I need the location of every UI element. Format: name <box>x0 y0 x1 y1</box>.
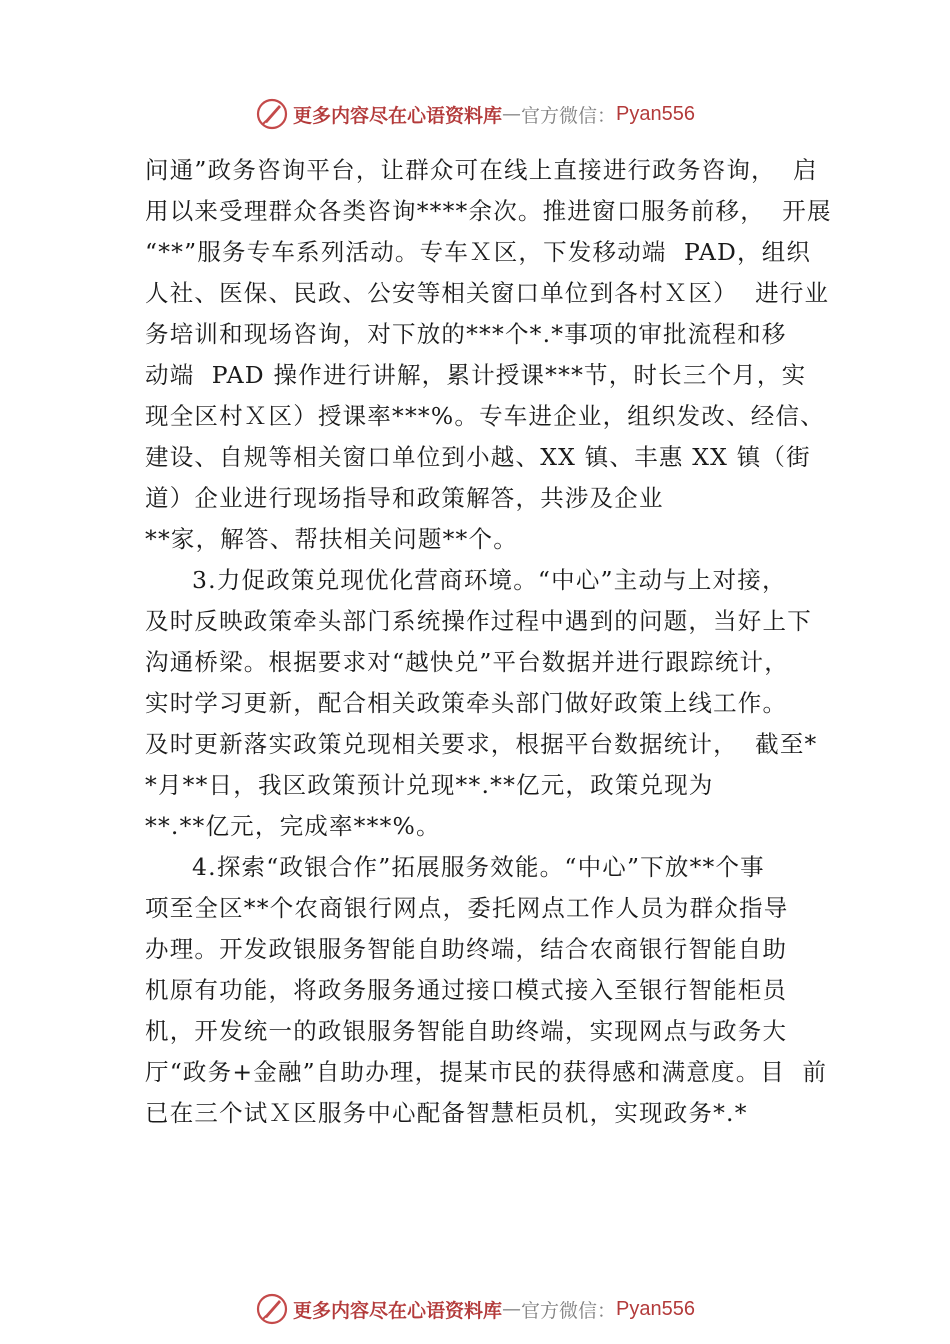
banner-separator: — <box>502 1298 522 1320</box>
body-line: 问通”政务咨询平台，让群众可在线上直接进行政务咨询， 启 <box>145 156 818 184</box>
body-line: 沟通桥梁。根据要求对“越快兑”平台数据并进行跟踪统计， <box>145 648 789 676</box>
body-line: 及时反映政策牵头部门系统操作过程中遇到的问题，当好上下 <box>145 607 812 635</box>
quill-logo-icon <box>255 1292 289 1326</box>
body-line: 务培训和现场咨询，对下放的***个*.*事项的审批流程和移 <box>145 320 787 348</box>
header-banner <box>0 94 950 134</box>
body-line: “**”服务专车系列活动。专车Ｘ区，下发移动端 PAD，组织 <box>145 238 812 266</box>
body-line: 机，开发统一的政银服务智能自助终端，实现网点与政务大 <box>145 1017 788 1045</box>
body-line: **.**亿元，完成率***%。 <box>145 812 441 840</box>
body-line: 机原有功能，将政务服务通过接口模式接入至银行智能柜员 <box>145 976 788 1004</box>
banner-wechat-label: 官方微信： <box>521 104 617 127</box>
banner-wechat-label: 官方微信： <box>521 1299 617 1322</box>
document-body <box>145 150 832 1134</box>
body-line: 用以来受理群众各类咨询****余次。推进窗口服务前移， 开展 <box>145 197 832 225</box>
banner-separator: — <box>502 103 522 125</box>
body-line: 厅“政务+金融”自助办理，提某市民的获得感和满意度。目 前 <box>145 1058 828 1086</box>
quill-logo-icon <box>255 97 289 131</box>
banner-brand: 更多内容尽在心语资料库 <box>293 1299 503 1322</box>
footer-banner <box>0 1289 950 1329</box>
banner-wechat-id: Pyan556 <box>616 1297 695 1320</box>
body-line: 道）企业进行现场指导和政策解答，共涉及企业 <box>145 484 664 512</box>
section-heading-line: 3.力促政策兑现优化营商环境。“中心”主动与上对接， <box>192 566 787 594</box>
section-heading-line: 4.探索“政银合作”拓展服务效能。“中心”下放**个事 <box>192 853 765 881</box>
body-line: 已在三个试Ｘ区服务中心配备智慧柜员机，实现政务*.* <box>145 1099 748 1127</box>
banner-wechat-id: Pyan556 <box>616 102 695 125</box>
body-line: 项至全区**个农商银行网点，委托网点工作人员为群众指导 <box>145 894 789 922</box>
body-line: 建设、自规等相关窗口单位到小越、XX 镇、丰惠 XX 镇（街 <box>145 443 811 471</box>
body-line: *月**日，我区政策预计兑现**.**亿元，政策兑现为 <box>145 771 714 799</box>
body-line: **家，解答、帮扶相关问题**个。 <box>145 525 518 553</box>
body-line: 现全区村Ｘ区）授课率***%。专车进企业，组织发改、经信、 <box>145 402 825 430</box>
body-line: 办理。开发政银服务智能自助终端，结合农商银行智能自助 <box>145 935 788 963</box>
body-line: 实时学习更新，配合相关政策牵头部门做好政策上线工作。 <box>145 689 788 717</box>
body-line: 动端 PAD 操作进行讲解，累计授课***节，时长三个月，实 <box>145 361 807 389</box>
banner-brand: 更多内容尽在心语资料库 <box>293 104 503 127</box>
body-line: 人社、医保、民政、公安等相关窗口单位到各村Ｘ区） 进行业 <box>145 279 830 307</box>
body-line: 及时更新落实政策兑现相关要求，根据平台数据统计， 截至* <box>145 730 818 758</box>
